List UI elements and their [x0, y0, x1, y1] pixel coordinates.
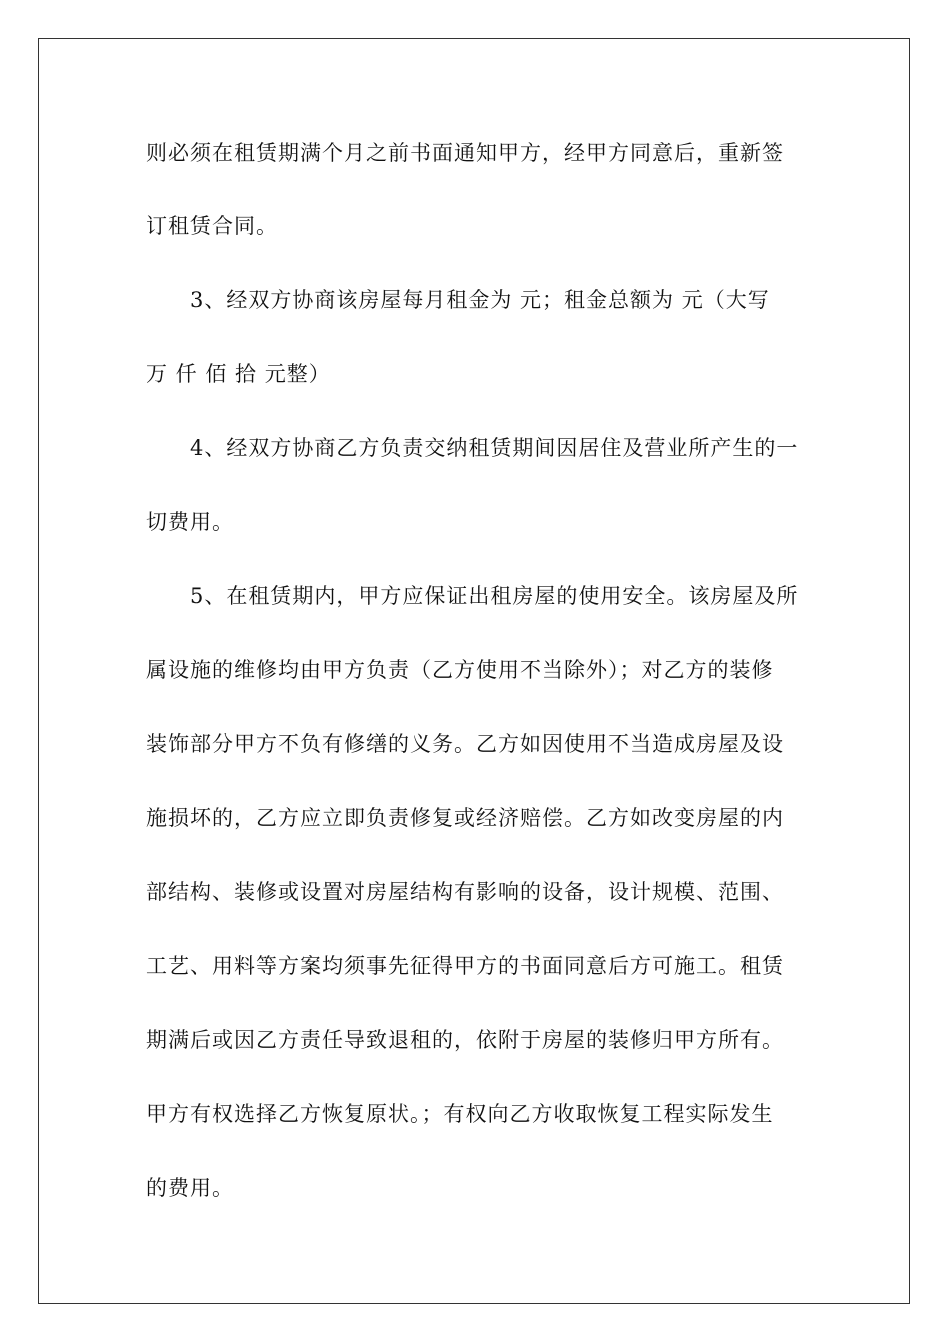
text-line: 万 仟 佰 拾 元整）	[146, 362, 331, 386]
text-line: 订租赁合同。	[146, 214, 278, 238]
text-line: 切费用。	[146, 510, 234, 534]
text-line: 的费用。	[146, 1176, 234, 1200]
text-line: 3、经双方协商该房屋每月租金为 元；租金总额为 元（大写	[190, 288, 770, 312]
text-line: 则必须在租赁期满个月之前书面通知甲方，经甲方同意后，重新签	[146, 141, 784, 165]
text-line: 甲方有权选择乙方恢复原状。；有权向乙方收取恢复工程实际发生	[146, 1102, 774, 1126]
text-line: 期满后或因乙方责任导致退租的，依附于房屋的装修归甲方所有。	[146, 1028, 784, 1052]
text-line: 装饰部分甲方不负有修缮的义务。乙方如因使用不当造成房屋及设	[146, 732, 784, 756]
text-line: 4、经双方协商乙方负责交纳租赁期间因居住及营业所产生的一	[190, 436, 799, 460]
text-line: 属设施的维修均由甲方负责（乙方使用不当除外）；对乙方的装修	[146, 658, 774, 682]
text-line: 部结构、装修或设置对房屋结构有影响的设备，设计规模、范围、	[146, 880, 784, 904]
text-line: 工艺、用料等方案均须事先征得甲方的书面同意后方可施工。租赁	[146, 954, 784, 978]
text-line: 5、在租赁期内，甲方应保证出租房屋的使用安全。该房屋及所	[190, 584, 799, 608]
text-line: 施损坏的，乙方应立即负责修复或经济赔偿。乙方如改变房屋的内	[146, 806, 784, 830]
